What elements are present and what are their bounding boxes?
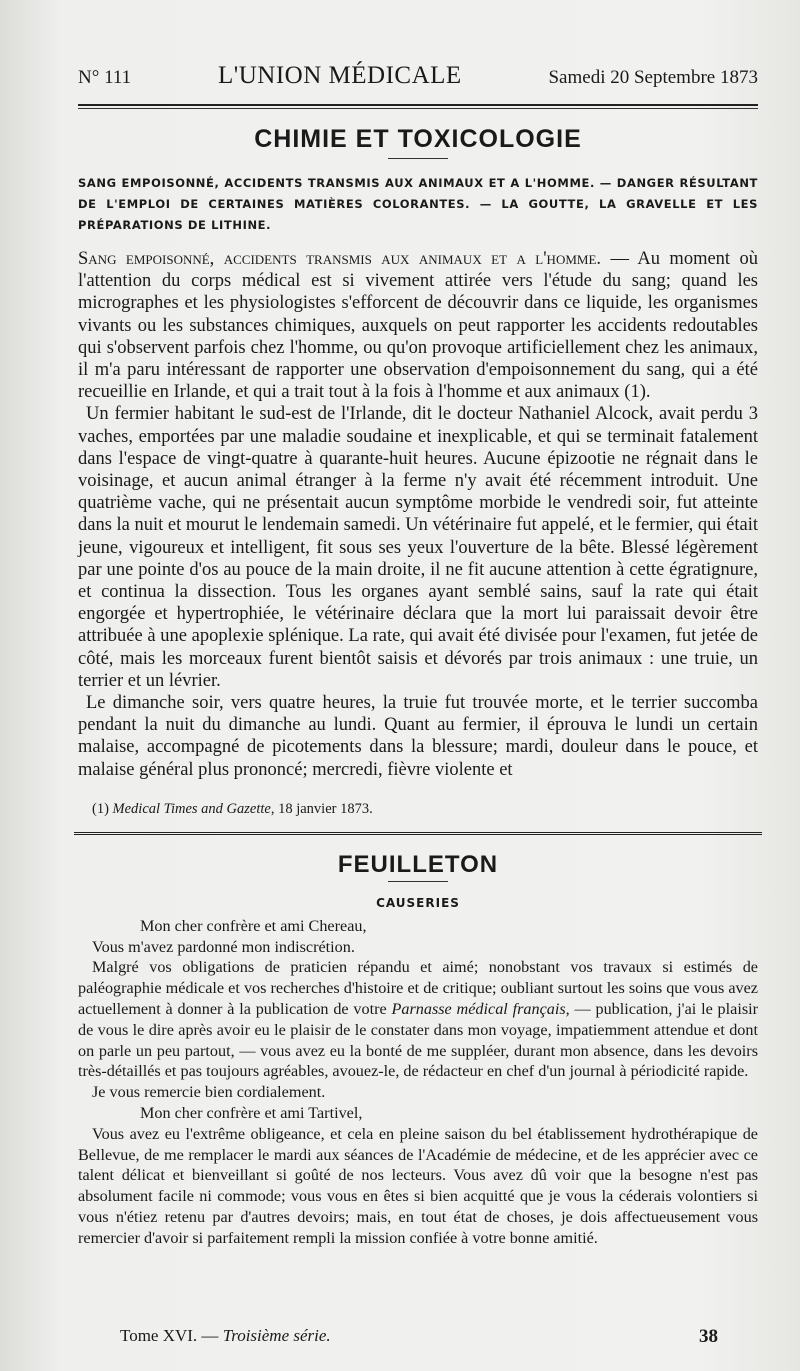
footnote-number: (1) — [92, 800, 113, 817]
paragraph-text: — Au moment où l'attention du corps médical est si vivement attirée vers l'étude du sang; quand les micrographes et les physiologistes s'efforcent de découvrir dans ce liquide, les organismes vivants ou les substances chimiques, auxquels on peut rapporter les accidents redoutables qui s'observent parfois chez l'homme, ou qu'on provoque artificiellement chez les animaux, il m'a paru intéressant de rapporter une observation d'empoisonnement du sang, qui a été recueillie en Irlande, et qui a trait tout à la fois à l'homme et aux animaux (1). — [78, 249, 758, 403]
feuilleton-title: FEUILLETON — [337, 850, 499, 878]
footnote-source: Medical Times and Gazette — [112, 800, 271, 817]
article-paragraph: Le dimanche soir, vers quatre heures, la truie fut trouvée morte, et le terrier succomba pendant la nuit du dimanche au lundi. Quant au fermier, il éprouva le lundi un certain malaise, accompagné de picotements dans la blessure; mardi, douleur dans le pouce, et malaise général plus prononcé; mercredi, fièvre violente et — [78, 693, 758, 780]
feuilleton-divider — [388, 881, 448, 882]
section-divider — [388, 158, 448, 159]
issue-date: Samedi 20 Septembre 1873 — [548, 67, 758, 88]
paragraph-text: Malgré vos obligations de praticien répandu et aimé; nonobstant vos travaux si estimés de paléographie médicale et vos recherches d'histoire et de critique; oubliant surtout les soins que vous avez actuellement à donner à la publication de votre — [78, 958, 758, 1019]
article-body — [78, 248, 758, 781]
series-label: Troisième série. — [222, 1326, 331, 1345]
salutation: Mon cher confrère et ami Chereau, — [140, 916, 367, 935]
signature-mark: 38 — [699, 1326, 718, 1347]
article-paragraph: Un fermier habitant le sud-est de l'Irlande, dit le docteur Nathaniel Alcock, avait perdu 3 vaches, emportées par une maladie soudaine et inexplicable, et qui se terminait fatalement dans l'espace de vingt-quatre à quarante-huit heures. Aucune épizootie ne régnait dans le voisinage, et aucun animal étranger à la ferme n'y avait été récemment introduit. Une quatrième vache, qui ne présentait aucun symptôme morbide le vendredi soir, fut atteinte dans la nuit et mourut le lendemain samedi. Un vétérinaire fut appelé, et le fermier, qui était jeune, vigoureux et intelligent, fit sous ses yeux l'ouverture de la bête. Blessé légèrement par une pointe d'os au pouce de la main droite, il ne fit aucune attention à cette égratignure, et continua la dissection. Tous les organes ayant semblé sains, sauf la rate qui était engorgée et hypertrophiée, le vétérinaire déclara que la mort lui paraissait devoir être attribuée à une apoplexie splénique. La rate, qui avait été divisée pour l'examen, fut jetée de côté, mais les morceaux furent bientôt saisis et dévorés par trois animaux : une truie, un terrier et un lévrier. — [78, 404, 758, 691]
journal-title: L'UNION MÉDICALE — [217, 62, 462, 89]
header-rule-thin — [78, 108, 758, 109]
salutation: Mon cher confrère et ami Tartivel, — [140, 1104, 363, 1123]
footnote-date: , 18 janvier 1873. — [270, 800, 373, 817]
volume-label: Tome XVI. — — [120, 1326, 223, 1345]
feuilleton-line: Je vous remercie bien cordialement. — [92, 1083, 326, 1102]
page-header — [78, 62, 758, 102]
feuilleton-subtitle: CAUSERIES — [376, 895, 460, 910]
article-paragraph — [78, 248, 758, 403]
book-title: Parnasse médical français — [391, 1000, 566, 1019]
feuilleton-body — [78, 916, 758, 1249]
section-title: CHIMIE ET TOXICOLOGIE — [254, 125, 582, 153]
feuilleton-paragraph: Vous avez eu l'extrême obligeance, et cela en pleine saison du bel établissement hydrothérapique de Bellevue, de me remplacer le mardi aux séances de l'Académie de médecine, et de les apprécier avec ce talent délicat et bienveillant si goûté de nos lecteurs. Vous avez dû voir que la besogne n'est pas absolument facile ni commode; vous vous en êtes si bien acquitté que je vous la céderais volontiers si vous n'étiez retenu par d'autres devoirs; mais, en tout état de choses, je dois affectueusement vous remercier d'avoir si parfaitement rempli la mission confiée à votre bonne amitié. — [78, 1124, 758, 1247]
page-footer — [120, 1326, 758, 1348]
lead-in: Sang empoisonné, accidents transmis aux animaux et a l'homme. — [78, 249, 602, 269]
paragraph-text: , — publication, j'ai le plaisir de vous le dire après avoir eu le plaisir de le constater dans mon voyage, impatiemment attendue et dont on parle un peu partout, — vous avez eu la bonté de me suppléer, durant mon absence, dans les devoirs très-détaillés et pas toujours agréables, avouez-le, de rédacteur en chef d'un journal à périodicité rapide. — [78, 1000, 759, 1081]
footnote — [92, 801, 758, 818]
feuilleton-line: Vous m'avez pardonné mon indiscrétion. — [92, 937, 355, 956]
feuilleton-paragraph — [78, 957, 758, 1082]
article-summary: SANG EMPOISONNÉ, ACCIDENTS TRANSMIS AUX ANIMAUX ET A L'HOMME. — DANGER RÉSULTANT DE L'EMPLOI DE CERTAINES MATIÈRES COLORANTES. — LA GOUTTE, LA GRAVELLE ET LES PRÉPARATIONS DE LITHINE. — [78, 176, 758, 232]
volume-info — [120, 1326, 331, 1348]
issue-number: N° 111 — [78, 67, 132, 88]
feuilleton-separator — [74, 832, 762, 837]
header-rule — [78, 104, 758, 106]
